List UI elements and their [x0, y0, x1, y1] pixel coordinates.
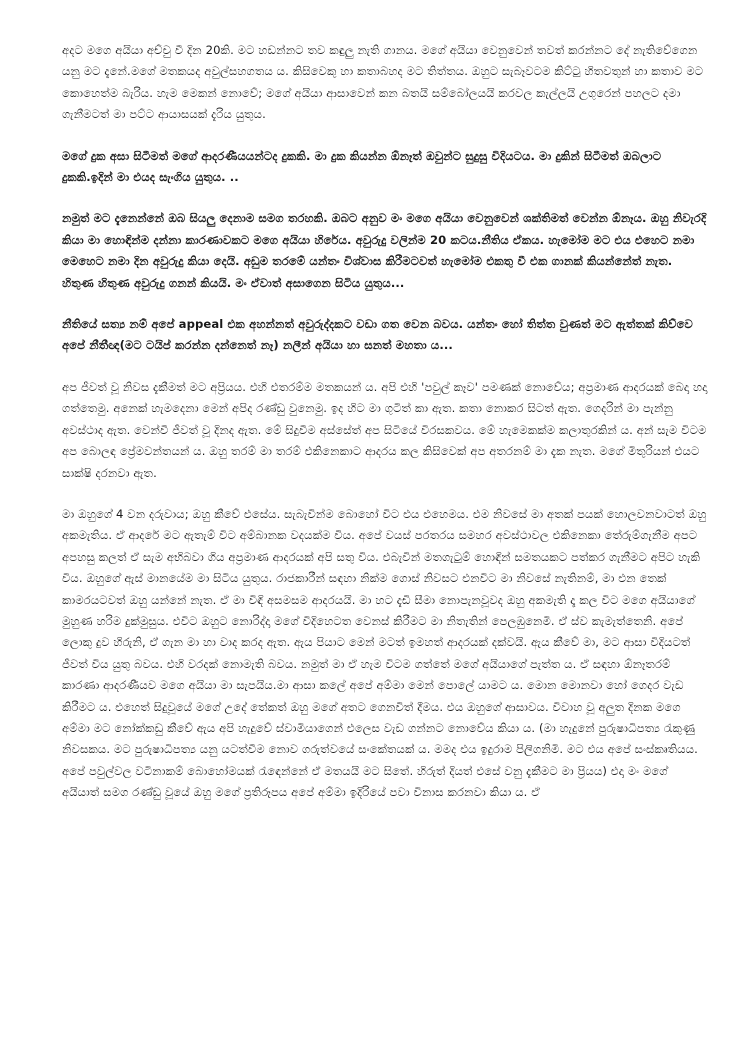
paragraph-4: නීතියේ සත්‍ය නම් අපේ appeal එක අහන්නත් අවුරුද්දකට වඩා ගත වෙන බවය. යන්තං හෝ තිත්ත වුණත් මට ඇත්තක් කිව්වෙ අපේ නීතීඥ(මට ටයිප් කරන්න දන්නෙත් නෑ) නලීන් අයියා හා සනත් මහතා ය...: [62, 317, 693, 353]
paragraph-5: අප ජීවත් වූ නිවස දැකීමත් මට අප්‍රියය. එහි එතරම්ම මතකයන් ය. අපි එහි 'පවුල් කෑව' පමණක් නොවේය; අප්‍රමාණ ආදරයක් බෙදා හදා ගත්තෙමු. අනෙක් හැමදෙනා මෙන් අපිද රණ්ඩු වුනෙමු. ඉද හිට මා ගුටිත් කා ඇත. කතා නොකර සිටත් ඇත. ගෙදරින් මා පැන්නු අවස්ථාද ඇත. වෙන්වී ජීවත් වූ දිනද ඇත. මේ සිදුවීම අස්සේත් අප සිටියේ විරසකවය. මේ හැමෙකක්ම කලාතුරකින් ය. අන් සැම විටම අප බොලඳ ප්‍රේමවන්තයන් ය. ඔහු තරම් මා තරම් එකිනෙකාට ආදරය කල කිසිවෙක් අප අතරනම් මා දැක නැත. මගේ මිතුරියන් එයට සාක්ෂි දරනවා ඇත.: [62, 379, 708, 480]
paragraph-1: අදට මගෙ අයියා අච්චු වී දින 20කි. මට හඩන්නට තව කඳුලු නැති ගානය. මගේ අයියා වෙනුවෙන් තවත් කරන්නට දේ නැතිවේගෙන යනු මට දැනේ.මගේ මතකයද අවුල්සහගතය ය. කිසිවෙකු හා කතාබහද මට තිත්තය. ඔහුට සැබෑවටම කිට්ටු හිතවතුන් හා කතාව මට කොහෙත්ම බැරිය. හැම මෙකන් නොවේ; මගේ අයියා ආසාවෙන් කන බතයි සම්බෝලයයි කරවල කැල්ලයි උගුරෙන් පහලට දමා ගැනීමටත් මා පට්ට ආයාසයක් දැරිය යුතුය.: [62, 43, 704, 122]
paragraph-6: මා ඔහුගේ 4 වන දරුවාය; ඔහු කීවේ එසේය. සැබැවින්ම බොහෝ විට එය එහෙමය. එම නිවසේ මා අතක් පයක් හොලවනවාටත් ඔහු අකමැතිය. ඒ ආදරේ මට ඇතැම් විට අම්බානක වදයක්ම විය. අපේ වයස් පරතරය සමහර අවස්ථාවල එකිනෙකා තේරුම්ගැනීම අපට අපහසු කලත් ඒ සැම අභිබවා ගිය අප්‍රමාණ ආදරයක් අපි සතු විය. එබැවින් මතගැටුම් හොඳින් සමතයකට පත්කර ගැනීමට අපිට හැකි විය. ඔහුගේ ඇස් මානයේම මා සිටිය යුතුය. රාජකාරීන් සඳහා නික්ම ගොස් නිවසට එනවිට මා නිවසේ නැතිනම්, මා එන තෙක් කාමරයටවත් ඔහු යන්නේ නැත. ඒ මා විඳි අසමසම ආදරයයි. මා හට දැඩි සීමා නොපැනවූවද ඔහු අකමැති දෑ කල විට මගෙ අයියාගේ මුහුණ හරිම දුක්මුසුය. එවිට ඔහුට නොරිද්දා මගේ විදිහෙටත වෙනස් කිරීමට මා නිතැතින් පෙලඹුනෙමි. ඒ ස්ව කැමැත්තෙනි. අපේ ලොකු දුව හිරුනි, ඒ ගැන මා හා වාද කරද ඇත. ඇය පියාට මෙන් මටත් ඉමහත් ආදරයක් දක්වයි. ඇය කීවේ මා, මට ආසා විදියටත් ජීවත් විය යුතු බවය. එහි වරදක් නොමැති බවය. නමුත් මා ඒ හැම විටම ගත්තේ මගේ අයියාගේ පැත්ත ය. ඒ සඳහා ඕනෑතරම් කාරණා ආදරණීයව මගෙ අයියා මා සැපයිය.මා ආසා කලේ අපේ අම්මා මෙන් පොලේ යාමට ය. මොන මොනවා හෝ ගෙදර වැඩ කිරීමට ය. එහෙත් සිදුවූයේ මගේ උදේ තේකත් ඔහු මගේ අතට ගෙනවිත් දීමය. එය ඔහුගේ ආසාවය. විවාහ වූ අලුත දිනක මගෙ අම්මා මට නෝක්කඩු කීවේ ඇය අපි හැදුවේ ස්වාමියාගෙන් එලෙස වැඩ ගන්නට නොවේය කියා ය. (මා හැදුනේ පුරුෂාධිපත්‍ය රැකුණු නිවසකය. මට පුරුෂාධිපත්‍ය යනු යටත්වීම නොව ගරුත්වයේ සංකේතයක් ය. මමද එය ඉදුරාම පිලිගනිමි. මට එය අපේ සංස්කෘතියය. අපේ පවුල්වල වටිනාකම් බොහෝමයක් රැඳෙන්නේ ඒ මතයයි මට සිතේ. හිරුත් දියත් එසේ වනු දැකීමට මා ප්‍රියය) එදා මං මගේ අයියාත් සමග රණ්ඩු වූයේ ඔහු මගේ ප්‍රතිරූපය අපේ අම්මා ඉදිරියේ පවා විනාස කරනවා කියා ය. ඒ: [62, 506, 707, 800]
document-page: [62, 40, 708, 824]
paragraph-2: මගේ දුක අසා සිටීමත් මගේ ආදරණීයයන්ටද දුකකි. මා දුක කියන්න ඕනෑත් ඔවුන්ට සුදුසු විදියටය. මා දුකින් සිටීමත් ඔබලාට දුකකි.ඉදින් මා එයද සැංගිය යුතුය. ..: [62, 148, 662, 185]
paragraph-3: නමුත් මට දැනෙන්නේ ඔබ සියලු දෙනාම සමග තරහකි. ඔබට අනුව මං මගෙ අයියා වෙනුවෙන් ශක්තිමත් වෙන්න ඕනෑය. ඔහු නිවැරදි කියා මා හොඳින්ම දන්නා කාරණාවකට මගෙ අයියා හිරේය. අවුරුදු වලින්ම 20 කටය.නීතිය ඒකය. හැමෝම මට එය එහෙට නමා මෙහෙට නමා දින අවුරුදු කියා දෙයි. අඩුම තරමේ යන්තං විශ්වාස කිරීමටවත් හැමෝම එකතු වී එක ගානක් කියන්නේත් නැත. හිතුණ හිතුණ අවුරුදු ගනන් කියයි. මං ඒවාත් අසාගෙන සිටිය යුතුය...: [62, 211, 707, 290]
